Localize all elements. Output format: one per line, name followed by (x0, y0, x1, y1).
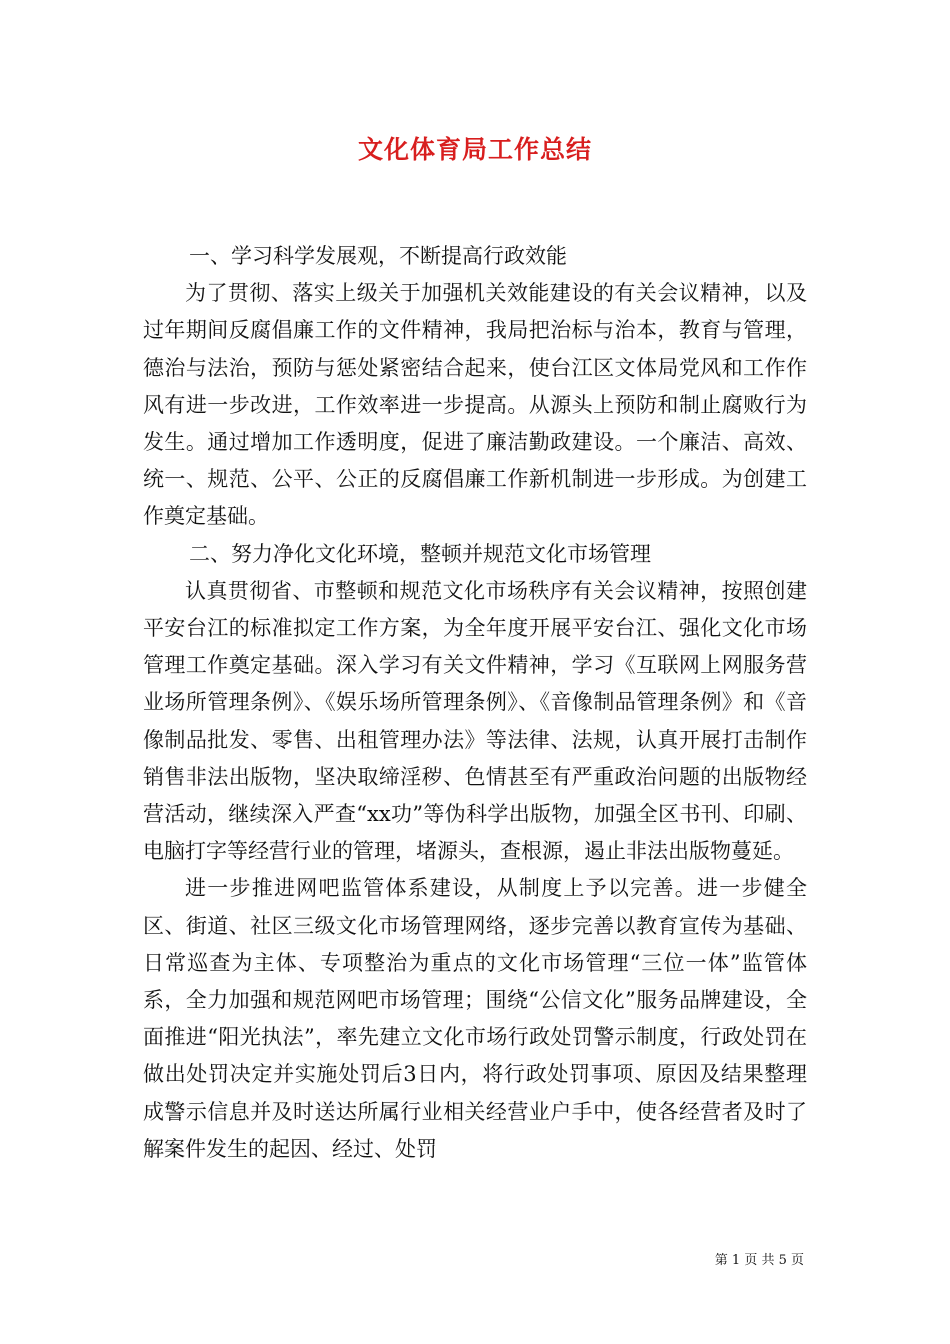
page-number-footer: 第 1 页 共 5 页 (714, 1253, 804, 1268)
section-heading-1: 一、学习科学发展观，不断提高行政效能 (189, 244, 567, 268)
paragraph-3: 进一步推进网吧监管体系建设，从制度上予以完善。进一步健全区、街道、社区三级文化市场管理网络，逐步完善以教育宣传为基础、日常巡查为主体、专项整治为重点的文化市场管理“三位一体”监管体系，全力加强和规范网吧市场管理；围绕“公信文化”服务品牌建设，全面推进“阳光执法”，率先建立文化市场行政处罚警示制度，行政处罚在做出处罚决定并实施处罚后3日内，将行政处罚事项、原因及结果整理成警示信息并及时送达所属行业相关经营业户手中，使各经营者及时了解案件发生的起因、经过、处罚 (143, 876, 807, 1161)
section-heading-2: 二、努力净化文化环境，整顿并规范文化市场管理 (189, 541, 651, 566)
document-title: 文化体育局工作总结 (357, 135, 592, 164)
paragraph-1: 为了贯彻、落实上级关于加强机关效能建设的有关会议精神，以及过年期间反腐倡廉工作的文件精神，我局把治标与治本，教育与管理，德治与法治，预防与惩处紧密结合起来，使台江区文体局党风和工作作风有进一步改进，工作效率进一步提高。从源头上预防和制止腐败行为发生。通过增加工作透明度，促进了廉洁勤政建设。一个廉洁、高效、统一、规范、公平、公正的反腐倡廉工作新机制进一步形成。为创建工作奠定基础。 (143, 281, 807, 529)
document-body (143, 238, 807, 1168)
paragraph-2: 认真贯彻省、市整顿和规范文化市场秩序有关会议精神，按照创建平安台江的标准拟定工作方案，为全年度开展平安台江、强化文化市场管理工作奠定基础。深入学习有关文件精神，学习《互联网上网服务营业场所管理条例》、《娱乐场所管理条例》、《音像制品管理条例》和《音像制品批发、零售、出租管理办法》等法律、法规，认真开展打击制作销售非法出版物，坚决取缔淫秽、色情甚至有严重政治问题的出版物经营活动，继续深入严查“xx功”等伪科学出版物，加强全区书刊、印刷、电脑打字等经营行业的管理，堵源头，查根源，遏止非法出版物蔓延。 (143, 578, 807, 864)
